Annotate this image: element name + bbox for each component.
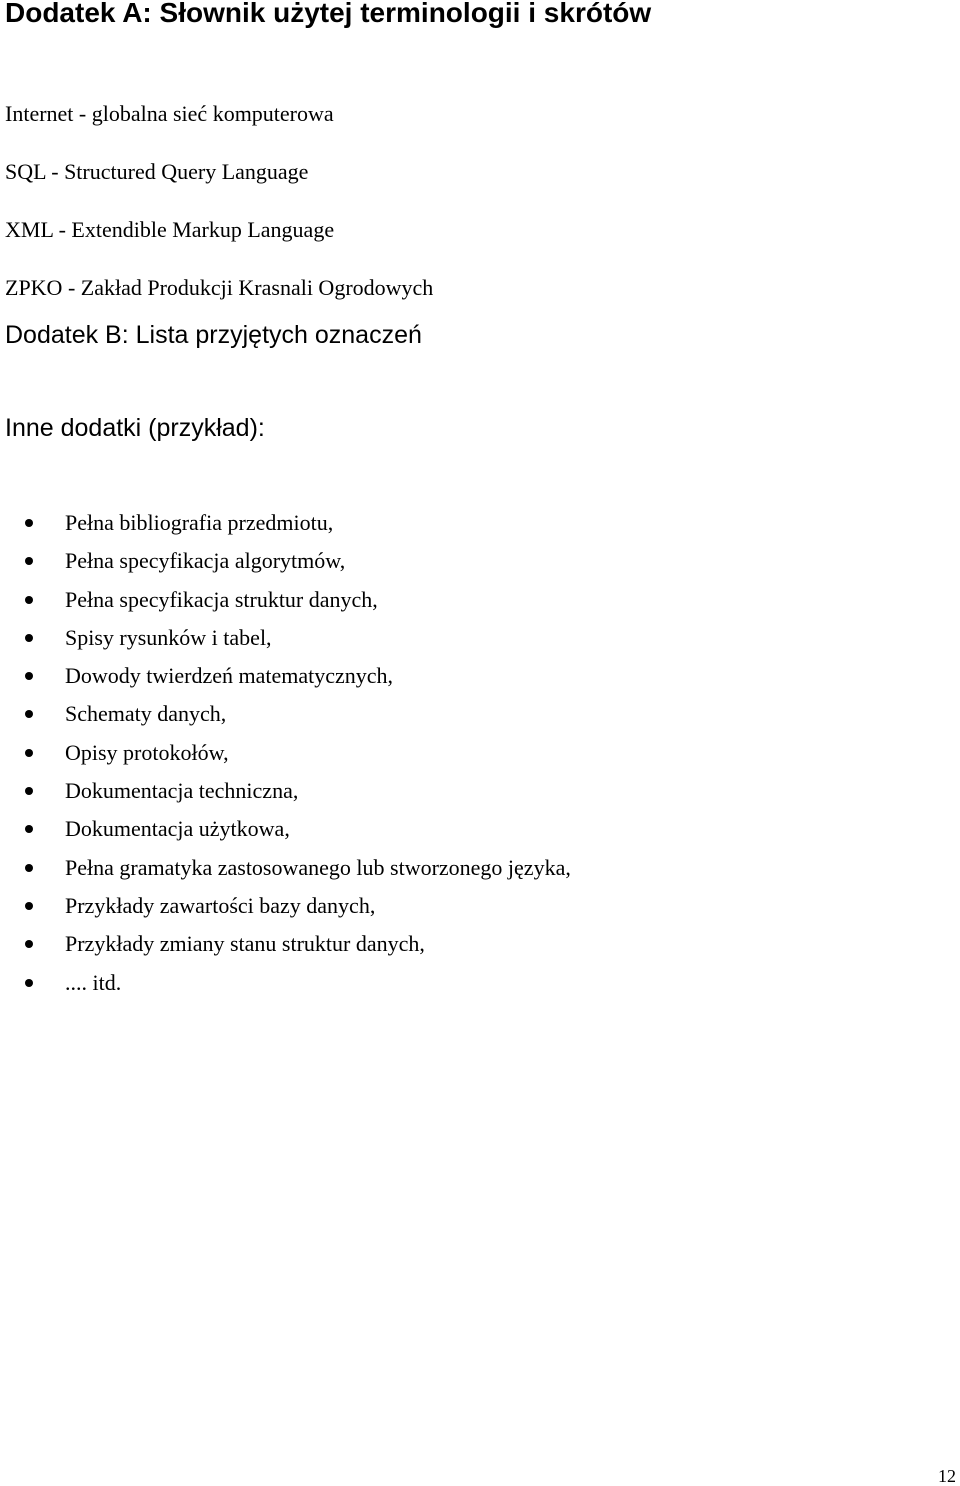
other-appendices-heading: Inne dodatki (przykład): <box>5 414 265 442</box>
list-item-text: .... itd. <box>65 969 122 995</box>
bullet-icon <box>25 864 33 872</box>
list-item-text: Dowody twierdzeń matematycznych, <box>65 663 394 689</box>
appendix-a-heading: Dodatek A: Słownik użytej terminologii i skrótów <box>5 0 652 28</box>
list-item-text: Przykłady zmiany stanu struktur danych, <box>65 931 425 957</box>
bullet-icon <box>25 519 33 527</box>
list-item-text: Pełna bibliografia przedmiotu, <box>65 510 334 535</box>
list-item-text: Dokumentacja techniczna, <box>65 778 299 804</box>
appendix-b-heading: Dodatek B: Lista przyjętych oznaczeń <box>5 321 422 349</box>
bullet-icon <box>25 825 33 833</box>
list-item-text: Pełna specyfikacja struktur danych, <box>65 586 378 612</box>
term-internet: Internet - globalna sieć komputerowa <box>5 101 334 126</box>
page-number: 12 <box>938 1466 956 1486</box>
list-item-text: Schematy danych, <box>65 701 227 727</box>
bullet-icon <box>25 710 33 718</box>
bullet-icon <box>25 902 33 910</box>
list-item-text: Dokumentacja użytkowa, <box>65 816 290 842</box>
list-item-text: Przykłady zawartości bazy danych, <box>65 892 376 918</box>
bullet-icon <box>25 557 33 565</box>
bullet-icon <box>25 979 33 987</box>
list-item-text: Spisy rysunków i tabel, <box>65 624 272 650</box>
bullet-icon <box>25 596 33 604</box>
term-zpko: ZPKO - Zakład Produkcji Krasnali Ogrodowych <box>5 275 434 300</box>
bullet-icon <box>25 749 33 757</box>
list-item-text: Opisy protokołów, <box>65 739 229 765</box>
bullet-icon <box>25 634 33 642</box>
term-sql: SQL - Structured Query Language <box>5 159 309 184</box>
list-item-text: Pełna specyfikacja algorytmów, <box>65 548 346 574</box>
bullet-icon <box>25 940 33 948</box>
bullet-icon <box>25 787 33 795</box>
term-xml: XML - Extendible Markup Language <box>5 217 335 242</box>
bullet-icon <box>25 672 33 680</box>
list-item-text: Pełna gramatyka zastosowanego lub stworzonego języka, <box>65 854 571 880</box>
